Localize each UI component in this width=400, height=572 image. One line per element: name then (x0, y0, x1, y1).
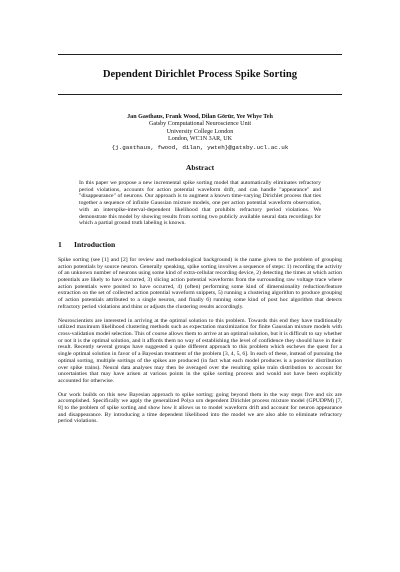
abstract-heading: Abstract (185, 163, 215, 173)
abstract-text: In this paper we propose a new incremental spike sorting model that automatically eliminates refractory period violations, accounts for action potential waveform drift, and can handle "appearance" and "disappearance" of neurons. Our approach is to augment a known time-varying Dirichlet process that ties together a sequence of infinite Gaussian mixture models, one per action potential waveform observation, with an interspike-interval-dependent likelihood that prohibits refractory period violations. We demonstrate this model by showing results from sorting two publicly available neural data recordings for which a partial ground truth labeling is known. (79, 180, 321, 227)
body-paragraph: Spike sorting (see [1] and [2] for review and methodological background) is the name given to the problem of grouping action potentials by source neuron. Generally speaking, spike sorting involves a sequence of steps: 1) recording the activity of an unknown number of neurons using some kind of extra-cellular recording device, 2) detecting the times at which action potentials are likely to have occurred, 3) slicing action potential waveforms from the surrounding raw voltage trace where action potentials were posited to have occurred, 4) (often) performing some kind of dimensionality reduction/feature extraction on the set of collected action potential waveform snippets, 5) running a clustering algorithm to produce grouping of action potentials attributed to a single neuron, and finally 6) running some kind of post hoc algorithm that detects refractory period violations and thins or adjusts the clustering results accordingly. (58, 256, 342, 310)
affiliation-line: University College London (166, 128, 234, 135)
affiliation-line: Gatsby Computational Neuroscience Unit (148, 121, 252, 128)
title-rule-top (58, 54, 342, 55)
body-paragraph: Our work builds on this new Bayesian approach to spike sorting; going beyond them in the way steps five and six are accomplished. Specifically we apply the generalized Polya urn dependent Dirichlet process mixture model (GPUDPM) [7, 8] to the problem of spike sorting and show how it allows us to model waveform drift and account for neuron appearance and disappearance. By introducing a time dependent likelihood into the model we are also able to eliminate refractory period violations. (58, 391, 342, 425)
author-names: Jan Gasthaus, Frank Wood, Dilan Görür, Yee Whye Teh (127, 114, 273, 120)
paper-page (0, 54, 400, 572)
section-title: Introduction (74, 239, 116, 249)
title-rule-bottom (58, 94, 342, 95)
body-paragraph: Neuroscientists are interested in arriving at the optimal solution to this problem. Towards this end they have traditionally utilized maximum likelihood clustering methods such as expectation maximization for finite Gaussian mixture models with cross-validation model selection. This of course allows them to arrive at an optimal solution, but it is difficult to say whether or not it is the optimal solution, and it affords them no way of establishing the level of confidence they should have in their result. Recently several groups have suggested a quite different approach to this problem which eschews the quest for a single optimal solution in favor of a Bayesian treatment of the problem [3, 4, 5, 6]. In each of these, instead of pursuing the optimal sorting, multiple sortings of the spikes are produced (in fact what each model produces is a posterior distribution over spike trains). Neural data analyses may then be averaged over the resulting spike train distribution to account for uncertainties that may have arisen at various points in the spike sorting process and would not have been explicitly accounted for otherwise. (58, 317, 342, 384)
section-heading (58, 240, 342, 249)
section-number: 1 (58, 239, 62, 249)
paper-title: Dependent Dirichlet Process Spike Sorting (102, 69, 298, 80)
affiliation-line: London, WC1N 3AR, UK (167, 136, 233, 143)
author-email: {j.gasthaus, fwood, dilan, ywteh}@gatsby.ucl.ac.uk (111, 143, 289, 151)
author-block (58, 114, 342, 151)
